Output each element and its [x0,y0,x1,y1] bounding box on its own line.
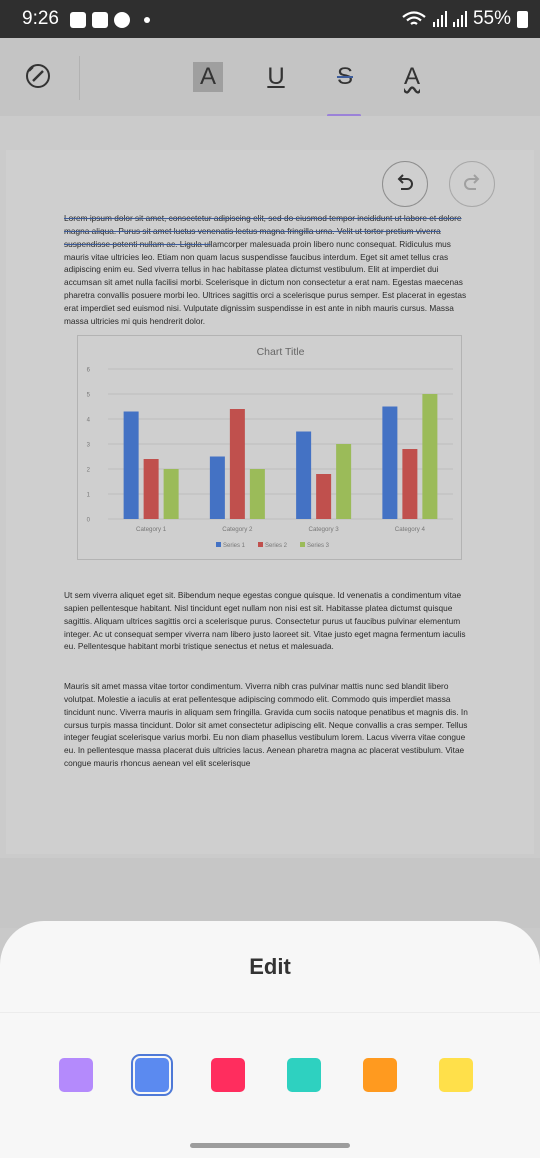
paragraph-1[interactable] [64,212,478,328]
legend-swatch [216,542,221,547]
sheet-divider [0,1012,540,1013]
color-swatch-blue[interactable] [135,1058,169,1092]
color-swatch-teal[interactable] [287,1058,321,1092]
eraser-marker-icon[interactable] [24,62,52,90]
bar [250,469,265,519]
toolbar-divider [79,56,80,100]
page-bottom-shade [0,858,540,928]
battery-icon [517,11,528,28]
x-tick-label: Category 2 [222,526,253,533]
bar [124,412,139,520]
chart-title: Chart Title [256,346,305,358]
redo-icon [460,172,484,196]
bar [422,394,437,519]
x-tick-label: Category 4 [394,526,426,533]
paragraph-1-text[interactable]: lamcorper malesuada proin libero nunc consequat. Ridiculus mus mauris vitae ultricies leo. Etiam non quam lacus suspendisse faucibus interdum. Eget sit amet tellus cras adipiscing enim eu. Sed viverra tellus in hac habitasse platea dictumst vestibulum. Elit at imperdiet dui accumsan sit amet nulla facilisi morbi. Scelerisque in dictum non consectetur a erat nam. Egestas maecenas pharetra convallis posuere morbi leo. Ultrices sagittis orci a scelerisque purus semper. Est placerat in egestas erat imperdiet sed euismod nisi. Vulputate dignissim suspendisse in est ante in nibh mauris cursus. Massa massa ultricies mi quis hendrerit dolor. [64,238,467,326]
strikethrough-tool[interactable]: S [336,63,353,90]
x-tick-label: Category 3 [308,526,339,533]
status-bar [0,0,540,38]
gallery-icon [70,12,86,28]
wifi-icon [401,10,427,28]
status-right [401,8,528,30]
bar [382,407,397,520]
signal-icon [453,11,467,27]
bar [402,449,417,519]
bar [336,444,351,519]
bar [316,474,331,519]
battery-percent: 55% [472,8,511,29]
legend-swatch [258,542,263,547]
paragraph-3[interactable]: Mauris sit amet massa vitae tortor condimentum. Viverra nibh cras pulvinar mattis nunc sed blandit libero volutpat. Molestie a iaculis at erat pellentesque adipiscing commodo elit. Commodo quis imperdiet massa tincidunt nunc. Viverra mauris in aliquam sem fringilla. Gravida cum sociis natoque penatibus et magnis dis. In cursus turpis massa tincidunt. Dolor sit amet consectetur adipiscing elit. Neque convallis a cras semper. Tellus integer feugiat scelerisque varius morbi. Eu non diam phasellus vestibulum lorem. Lacus viverra vitae congue eu. In pellentesque massa placerat duis ultricies lacus. Aenean pharetra magna ac placerat vestibulum. Vitae congue mauris rhoncus aenean vel elit scelerisque [64,681,468,769]
y-tick-label: 6 [86,367,90,374]
underline-tool[interactable]: U [267,63,285,90]
bar [164,469,179,519]
edit-sheet [0,921,540,1158]
dot-icon [144,17,150,23]
bar [230,409,245,519]
bar [144,459,159,519]
redo-button[interactable] [449,161,495,207]
home-indicator[interactable] [190,1143,350,1148]
y-tick-label: 1 [86,492,90,499]
color-swatch-yellow[interactable] [439,1058,473,1092]
sheet-title: Edit [249,954,291,979]
message-icon [92,12,108,28]
x-tick-label: Category 1 [135,526,167,533]
undo-button[interactable] [382,161,428,207]
status-time: 9:26 [22,8,59,29]
annotation-toolbar [0,38,540,116]
y-tick-label: 5 [86,392,90,399]
bar [296,432,311,520]
paragraph-2[interactable]: Ut sem viverra aliquet eget sit. Bibendum neque egestas congue quisque. Id venenatis a condimentum vitae sapien pellentesque habitant. Nisl tincidunt eget nullam non nisi est sit. Habitasse platea dictumst quisque sagittis. Aliquam ultrices sagittis orci a scelerisque purus. Consectetur purus ut faucibus pulvinar elementum integer. Ac ut consequat semper viverra nam libero justo laoreet sit. Vitae justo eget magna fermentum iaculis eu. Pellentesque habitant morbi tristique senectus et netus et malesuada. [64,590,466,652]
color-swatch-red[interactable] [211,1058,245,1092]
struck-text[interactable]: Lorem ipsum dolor sit amet, consectetur adipiscing elit, sed do eiusmod tempor incididunt ut labore et dolore magna aliqua. Purus sit amet luctus venenatis lectus magna fringilla urna. Velit ut tortor pretium viverra suspendisse potenti nullam ac. Ligula ul [64,213,462,249]
legend-label: Series 3 [307,543,330,549]
color-swatch-orange[interactable] [363,1058,397,1092]
notification-icons [70,12,150,28]
y-tick-label: 2 [86,467,90,474]
facebook-icon [114,12,130,28]
y-tick-label: 0 [86,517,90,524]
squiggly-tool[interactable]: A [403,63,420,90]
color-swatch-purple[interactable] [59,1058,93,1092]
highlight-tool[interactable]: A [193,62,223,92]
undo-icon [393,172,417,196]
y-tick-label: 4 [86,417,90,424]
chart-svg [78,336,463,561]
chart[interactable] [77,335,462,560]
legend-label: Series 2 [265,543,288,549]
bar [210,457,225,520]
y-tick-label: 3 [86,442,90,449]
legend-label: Series 1 [223,543,246,549]
legend-swatch [300,542,305,547]
signal-icon [433,11,447,27]
